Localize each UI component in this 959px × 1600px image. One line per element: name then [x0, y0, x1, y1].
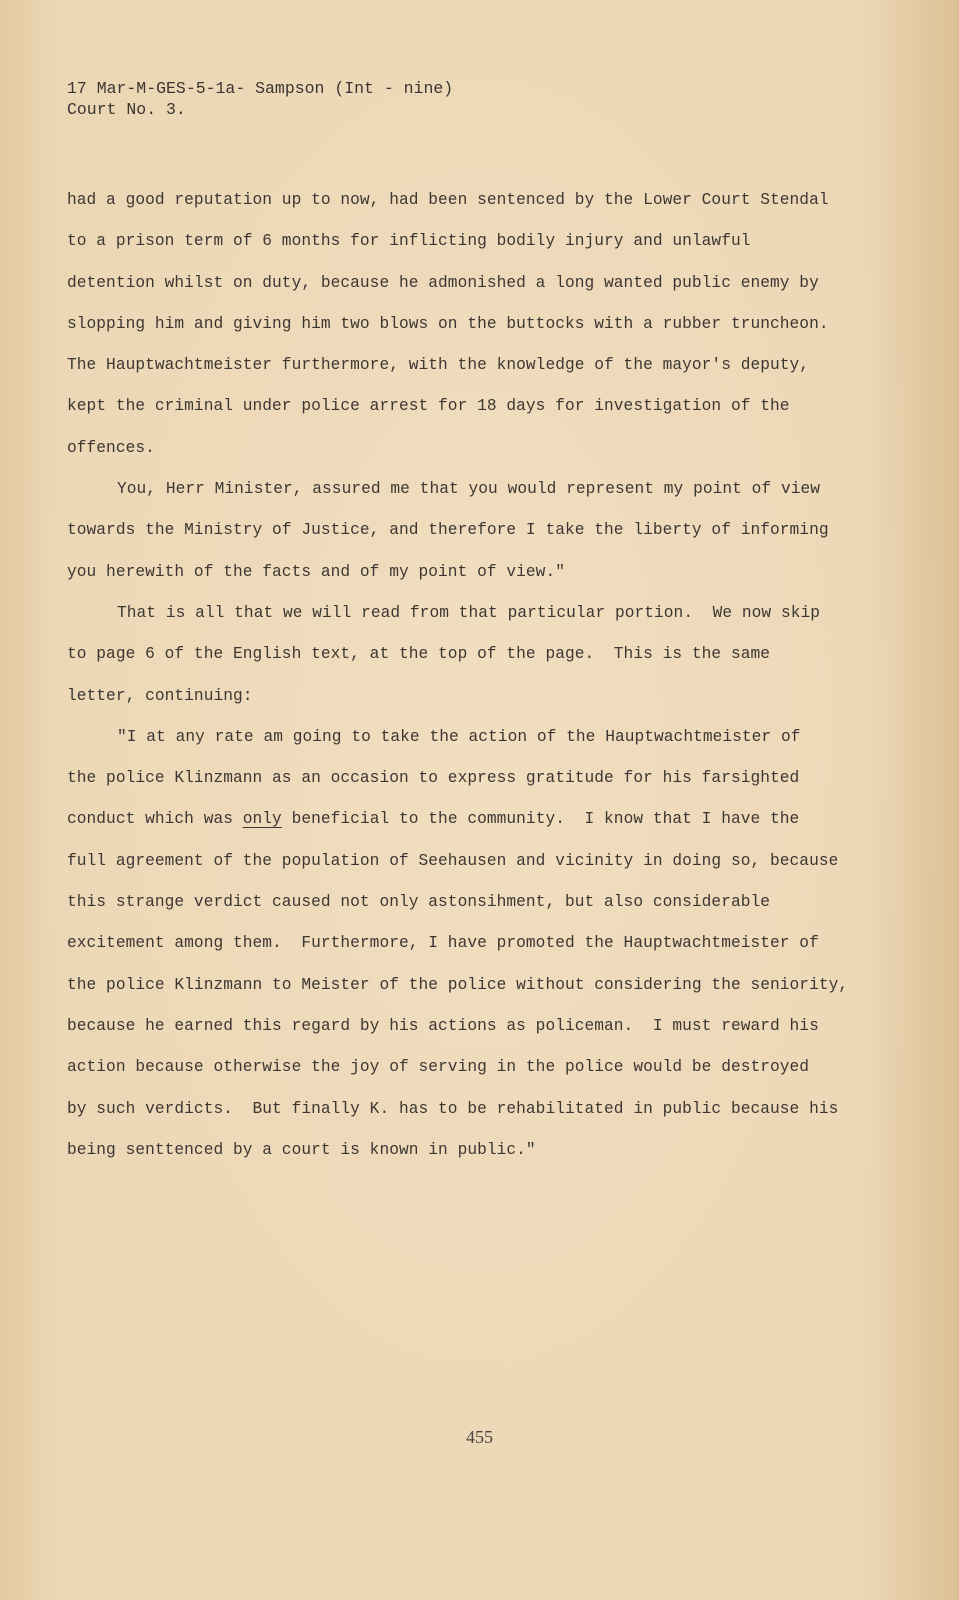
text-line: offences. — [67, 438, 155, 457]
text-line: "I at any rate am going to take the action of the Hauptwachtmeister of — [117, 727, 801, 746]
text-line: this strange verdict caused not only astonsihment, but also considerable — [67, 893, 771, 912]
text-line: the police Klinzmann as an occasion to express gratitude for his farsighted — [67, 769, 800, 788]
text-line: letter, continuing: — [67, 686, 253, 705]
text-line: That is all that we will read from that particular portion. We now skip — [117, 603, 821, 622]
page-number: 455 — [466, 1427, 493, 1447]
text-line: detention whilst on duty, because he admonished a long wanted public enemy by — [67, 273, 819, 292]
text-line: because he earned this regard by his actions as policeman. I must reward his — [67, 1016, 819, 1035]
text-line: conduct which was only beneficial to the community. I know that I have the — [67, 810, 800, 829]
text-line: to page 6 of the English text, at the top of the page. This is the same — [67, 645, 771, 664]
text-line: had a good reputation up to now, had been sentenced by the Lower Court Stendal — [67, 191, 829, 209]
text-line: The Hauptwachtmeister furthermore, with the knowledge of the mayor's deputy, — [67, 356, 810, 375]
text-line: action because otherwise the joy of serving in the police would be destroyed — [67, 1058, 810, 1077]
document-body — [67, 180, 887, 1171]
text-line: full agreement of the population of Seehausen and vicinity in doing so, because — [67, 851, 839, 870]
text-line: being senttenced by a court is known in public." — [67, 1140, 536, 1159]
header-reference-line: 17 Mar-M-GES-5-1a- Sampson (Int - nine) — [67, 79, 454, 98]
text-line: the police Klinzmann to Meister of the police without considering the seniority, — [67, 975, 849, 994]
underlined-word: only — [242, 810, 282, 829]
text-line: kept the criminal under police arrest for 18 days for investigation of the — [67, 397, 790, 416]
text-line: excitement among them. Furthermore, I have promoted the Hauptwachtmeister of — [67, 934, 819, 953]
text-line: by such verdicts. But finally K. has to be rehabilitated in public because his — [67, 1099, 839, 1118]
text-line: to a prison term of 6 months for inflicting bodily injury and unlawful — [67, 232, 751, 251]
document-header — [67, 78, 453, 120]
text-line: You, Herr Minister, assured me that you would represent my point of view — [117, 480, 821, 499]
text-line: you herewith of the facts and of my point of view." — [67, 562, 565, 581]
text-line: slopping him and giving him two blows on the buttocks with a rubber truncheon. — [67, 314, 829, 333]
header-court-line: Court No. 3. — [67, 100, 186, 119]
text-line: towards the Ministry of Justice, and therefore I take the liberty of informing — [67, 521, 829, 540]
